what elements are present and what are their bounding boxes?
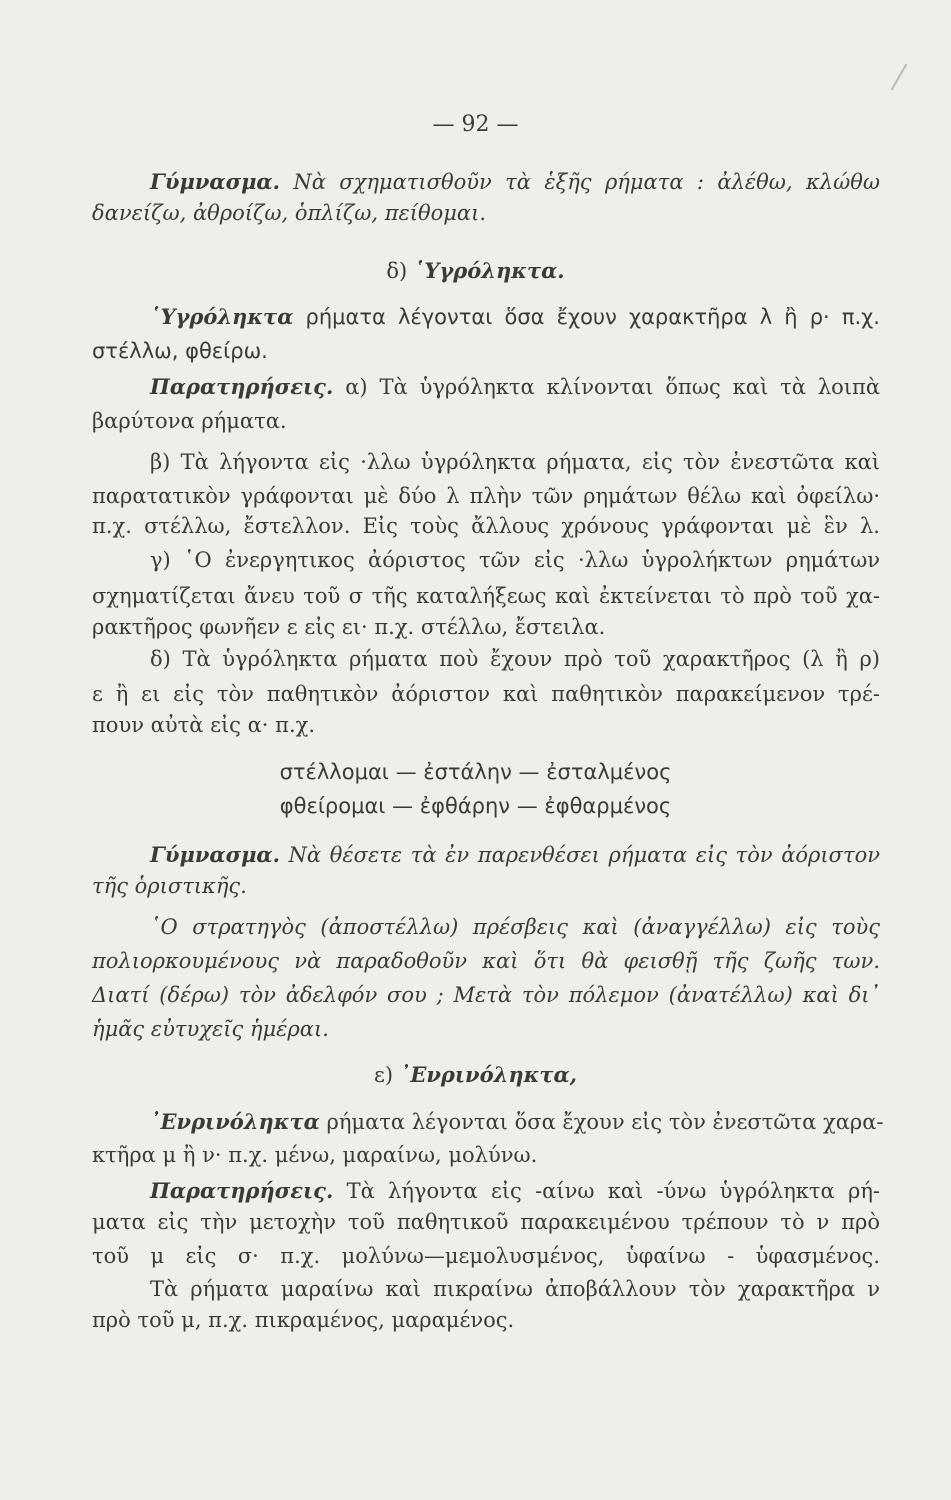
section-e-def-lead: ᾿Ενρινόληκτα [150, 1109, 320, 1134]
section-d-obs-line [150, 373, 880, 401]
section-e-label: ε) [374, 1063, 394, 1087]
section-e-heading [0, 1061, 951, 1089]
section-d-definition-line1 [150, 303, 880, 331]
section-e-definition-line2: κτῆρα μ ἢ ν· π.χ. μένω, μαραίνω, μολύνω. [92, 1143, 538, 1167]
section-e-obs-text: Τὰ λήγοντα εἰς -αίνω καὶ -ύνω ὑγρόληκτα ρή- [346, 1179, 880, 1203]
section-e-obs-line: πρὸ τοῦ μ, π.χ. πικραμένος, μαραμένος. [92, 1308, 515, 1332]
exercise2-label: Γύμνασμα. [150, 842, 280, 867]
example-line: φθείρομαι — ἐφθάρην — ἐφθαρμένος [279, 794, 672, 818]
exercise2-body-line: Διατί (δέρω) τὸν ἀδελφόν σου ; Μετὰ τὸν πόλεμον (ἀνατέλλω) καὶ δι᾽ [92, 983, 880, 1007]
section-e-definition-line1 [150, 1108, 884, 1136]
section-d-obs-text: α) Τὰ ὑγρόληκτα κλίνονται ὅπως καὶ τὰ λοιπὰ [345, 375, 880, 399]
section-d-obs-line: ε ἢ ει εἰς τὸν παθητικὸν ἀόριστον καὶ παθητικὸν παρακείμενον τρέ- [92, 682, 880, 706]
exercise2-text: Νὰ θέσετε τὰ ἐν παρενθέσει ρήματα εἰς τὸν ἀόριστον [288, 843, 880, 867]
exercise2-body-line: ῾Ο στρατηγὸς (ἀποστέλλω) πρέσβεις καὶ (ἀναγγέλλω) εἰς τοὺς [150, 915, 880, 939]
exercise2-body-line: πολιορκουμένους νὰ παραδοθοῦν καὶ ὅτι θὰ φεισθῇ τῆς ζωῆς των. [92, 949, 880, 973]
exercise1-label: Γύμνασμα. [150, 169, 280, 194]
exercise2-line1 [150, 841, 880, 869]
exercise2-line2: τῆς ὁριστικῆς. [92, 874, 247, 898]
section-d-obs-line: πουν αὐτὰ εἰς α· π.χ. [92, 713, 316, 737]
example-line: στέλλομαι — ἐστάλην — ἐσταλμένος [279, 760, 672, 784]
section-e-obs-line: τοῦ μ εἰς σ· π.χ. μολύνω—μεμολυσμένος, ὑφαίνω - ὑφασμένος. [92, 1244, 880, 1268]
section-e-def-text: ρήματα λέγονται ὅσα ἔχουν εἰς τὸν ἐνεστῶτα χαρα- [326, 1110, 884, 1134]
section-e-obs-line: Τὰ ρήματα μαραίνω καὶ πικραίνω ἀποβάλλουν τὸν χαρακτῆρα ν [150, 1277, 880, 1301]
section-d-obs-line: σχηματίζεται ἄνευ τοῦ σ τῆς καταλήξεως καὶ ἐκτείνεται τὸ πρὸ τοῦ χα- [92, 584, 880, 608]
section-d-obs-line: ρακτῆρος φωνῆεν ε εἰς ει· π.χ. στέλλω, ἔστειλα. [92, 615, 606, 639]
section-d-heading [0, 257, 951, 285]
section-d-definition-line2: στέλλω, φθείρω. [92, 339, 268, 363]
exercise1-line1 [150, 168, 880, 196]
section-e-title: ᾿Ενρινόληκτα, [399, 1062, 577, 1087]
section-e-obs-lead: Παρατηρήσεις. [150, 1178, 334, 1203]
section-d-obs-lead: Παρατηρήσεις. [150, 374, 334, 399]
exercise2-body-line: ἡμᾶς εὐτυχεῖς ἡμέραι. [92, 1017, 329, 1041]
section-d-obs-line: β) Τὰ λήγοντα εἰς ·λλω ὑγρόληκτα ρήματα, εἰς τὸν ἐνεστῶτα καὶ [150, 450, 880, 474]
section-d-label: δ) [386, 259, 408, 283]
section-d-obs-line: βαρύτονα ρήματα. [92, 409, 287, 433]
exercise1-text: Νὰ σχηματισθοῦν τὰ ἑξῆς ρήματα : ἀλέθω, κλώθω [293, 170, 880, 194]
section-d-obs-line: δ) Τὰ ὑγρόληκτα ρήματα ποὺ ἔχουν πρὸ τοῦ χαρακτῆρος (λ ἢ ρ) [150, 647, 880, 671]
section-d-def-text: ρήματα λέγονται ὅσα ἔχουν χαρακτῆρα λ ἢ ρ· π.χ. [305, 305, 880, 329]
section-d-obs-line: παρατατικὸν γράφονται μὲ δύο λ πλὴν τῶν ρημάτων θέλω καὶ ὀφείλω· [92, 484, 880, 508]
section-d-title: ῾Υγρόληκτα. [413, 258, 565, 283]
section-d-def-lead: ῾Υγρόληκτα [150, 304, 294, 329]
pencil-mark [891, 64, 908, 91]
exercise1-line2: δανείζω, ἀθροίζω, ὁπλίζω, πείθομαι. [92, 201, 487, 225]
section-d-obs-line: γ) ῾Ο ἐνεργητικος ἀόριστος τῶν εἰς ·λλω ὑγρολήκτων ρημάτων [150, 548, 880, 572]
section-e-obs-line: ματα εἰς τὴν μετοχὴν τοῦ παθητικοῦ παρακειμένου τρέπουν τὸ ν πρὸ [92, 1210, 880, 1234]
page-number: — 92 — [432, 112, 519, 137]
section-d-obs-line: π.χ. στέλλω, ἔστελλον. Εἰς τοὺς ἄλλους χρόνους γράφονται μὲ ἓν λ. [92, 514, 880, 538]
section-e-obs-line [150, 1177, 880, 1205]
